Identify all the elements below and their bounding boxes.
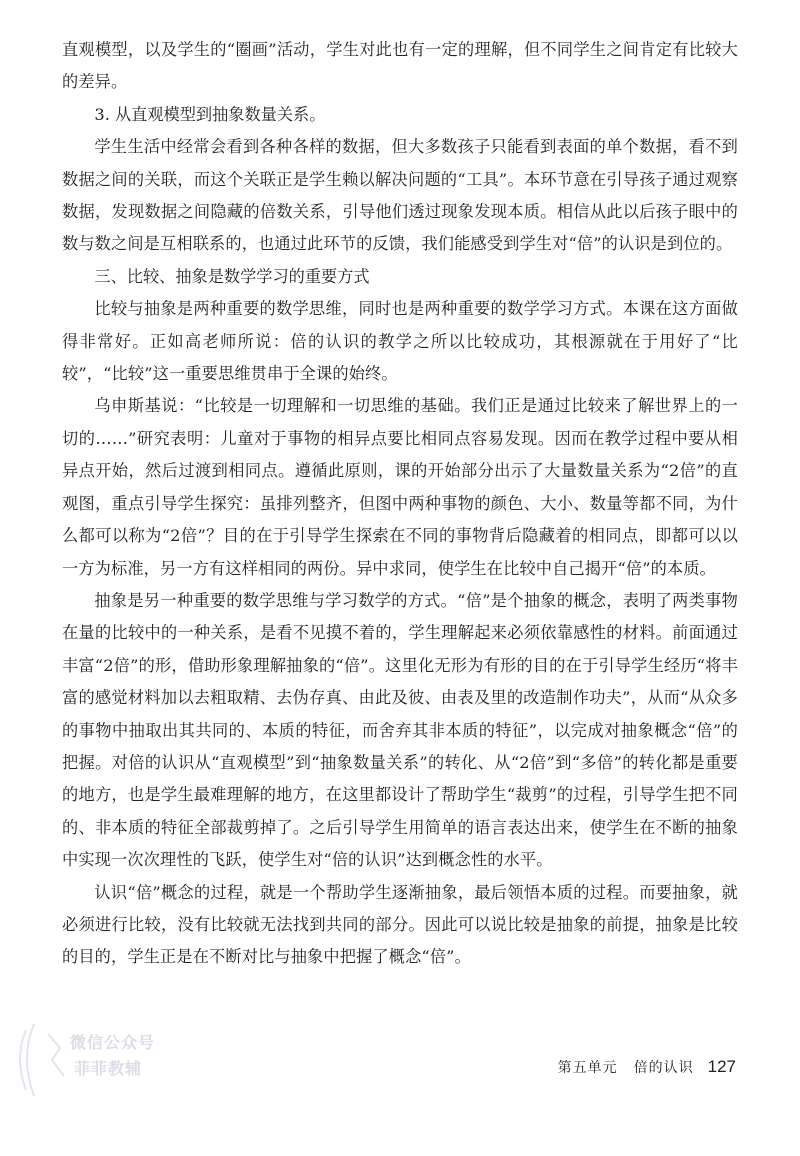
page-number: 127 <box>707 1057 736 1076</box>
section-heading-three: 三、比较、抽象是数学学习的重要方式 <box>94 266 370 286</box>
section-heading-3: 3. 从直观模型到抽象数量关系。 <box>94 104 326 124</box>
paragraph-6: 认识“倍”概念的过程，就是一个帮助学生逐渐抽象，最后领悟本质的过程。而要抽象，就必须进行比较，没有比较就无法找到共同的部分。因此可以说比较是抽象的前提，抽象是比较的目的，学生正是在不断对比与抽象中把握了概念“倍”。 <box>62 882 738 967</box>
page-footer <box>558 1057 736 1077</box>
paragraph-1: 直观模型，以及学生的“圈画”活动，学生对此也有一定的理解，但不同学生之间肯定有比较大的差异。 <box>62 40 738 92</box>
footer-topic: 倍的认识 <box>633 1060 694 1076</box>
paragraph-5: 抽象是另一种重要的数学思维与学习数学的方式。“倍”是个抽象的概念，表明了两类事物在量的比较中的一种关系，是看不见摸不着的，学生理解起来必须依靠感性的材料。前面通过丰富“2倍”的形，借助形象理解抽象的“倍”。这里化无形为有形的目的在于引导学生经历“将丰富的感觉材料加以去粗取精、去伪存真、由此及彼、由表及里的改造制作功夫”，从而“从众多的事物中抽取出其共同的、本质的特征，而舍弃其非本质的特征”，以完成对抽象概念“倍”的把握。对倍的认识从“直观模型”到“抽象数量关系”的转化、从“2倍”到“多倍”的转化都是重要的地方，也是学生最难理解的地方，在这里都设计了帮助学生“裁剪”的过程，引导学生把不同的、非本质的特征全部裁剪掉了。之后引导学生用简单的语言表达出来，使学生在不断的抽象中实现一次次理性的飞跃，使学生对“倍的认识”达到概念性的水平。 <box>62 590 738 870</box>
paragraph-2: 学生生活中经常会看到各种各样的数据，但大多数孩子只能看到表面的单个数据，看不到数据之间的关联，而这个关联正是学生赖以解决问题的“工具”。本环节意在引导孩子通过观察数据，发现数据之间隐藏的倍数关系，引导他们透过现象发现本质。相信从此以后孩子眼中的数与数之间是互相联系的，也通过此环节的反馈，我们能感受到学生对“倍”的认识是到位的。 <box>62 137 738 254</box>
body-text <box>62 34 738 974</box>
watermark-line-1: 微信公众号 <box>70 1033 156 1052</box>
footer-unit: 第五单元 <box>557 1060 618 1076</box>
paragraph-4: 乌申斯基说：“比较是一切理解和一切思维的基础。我们正是通过比较来了解世界上的一切的……”研究表明：儿童对于事物的相异点要比相同点容易发现。因而在教学过程中要从相异点开始，然后过渡到相同点。遵循此原则，课的开始部分出示了大量数量关系为“2倍”的直观图，重点引导学生探究：虽排列整齐，但图中两种事物的颜色、大小、数量等都不同，为什么都可以称为“2倍”？目的在于引导学生探索在不同的事物背后隐藏着的相同点，即都可以以一方为标准，另一方有这样相同的两份。异中求同，使学生在比较中自己揭开“倍”的本质。 <box>62 396 738 578</box>
watermark <box>8 1010 158 1106</box>
paragraph-3: 比较与抽象是两种重要的数学思维，同时也是两种重要的数学学习方式。本课在这方面做得非常好。正如高老师所说：倍的认识的教学之所以比较成功，其根源就在于用好了“比较”，“比较”这一重要思维贯串于全课的始终。 <box>62 299 738 384</box>
watermark-line-2: 菲菲教辅 <box>74 1059 143 1078</box>
